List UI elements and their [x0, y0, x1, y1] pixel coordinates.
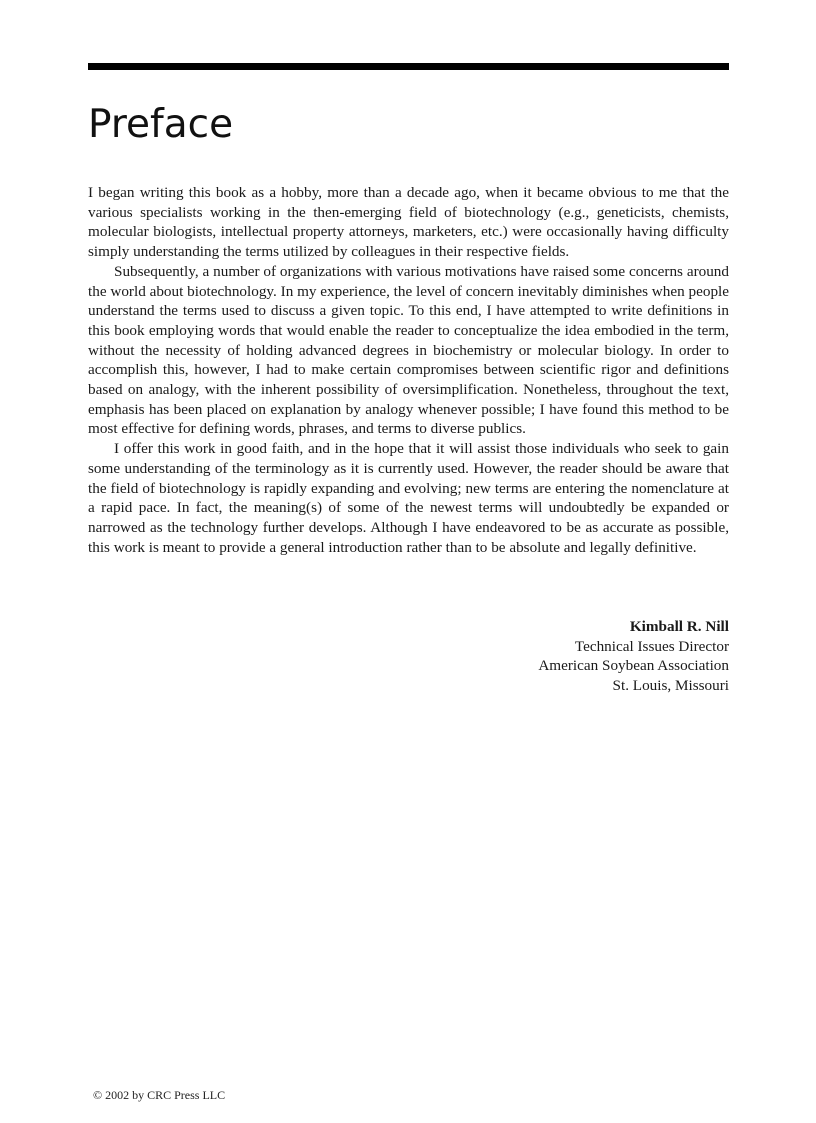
author-name: Kimball R. Nill [629, 618, 729, 635]
top-rule-divider [88, 63, 729, 70]
preface-body [88, 183, 729, 557]
paragraph-1: I began writing this book as a hobby, more than a decade ago, when it became obvious to me that the various specialists working in the then-emerging field of biotechnology (e.g., geneticists, chemists, molecular biologists, intellectual property attorneys, marketers, etc.) were occasionally having difficulty simply understanding the terms utilized by colleagues in their respective fields. [88, 184, 729, 261]
author-title: Technical Issues Director [574, 637, 729, 655]
signature-block [538, 617, 729, 696]
author-location: St. Louis, Missouri [612, 677, 729, 695]
page-title: Preface [88, 102, 234, 147]
copyright-footer: © 2002 by CRC Press LLC [93, 1088, 226, 1102]
paragraph-3: I offer this work in good faith, and in the hope that it will assist those individuals who seek to gain some understanding of the terminology as it is currently used. However, the reader should be aware that the field of biotechnology is rapidly expanding and evolving; new terms are entering the nomenclature at a rapid pace. In fact, the meaning(s) of some of the newest terms will undoubtedly be expanded or narrowed as the technology further develops. Although I have endeavored to be as accurate as possible, this work is meant to provide a general introduction rather than to be absolute and legally definitive. [88, 440, 729, 556]
paragraph-2: Subsequently, a number of organizations with various motivations have raised some concerns around the world about biotechnology. In my experience, the level of concern inevitably diminishes when people understand the terms used to discuss a given topic. To this end, I have attempted to write definitions in this book employing words that would enable the reader to conceptualize the idea embodied in the term, without the necessity of holding advanced degrees in biochemistry or molecular biology. In order to accomplish this, however, I had to make certain compromises between scientific rigor and definitions based on analogy, with the inherent possibility of oversimplification. Nonetheless, throughout the text, emphasis has been placed on explanation by analogy whenever possible; I have found this method to be most effective for defining words, phrases, and terms to diverse publics. [88, 262, 729, 438]
author-organization: American Soybean Association [538, 657, 729, 675]
